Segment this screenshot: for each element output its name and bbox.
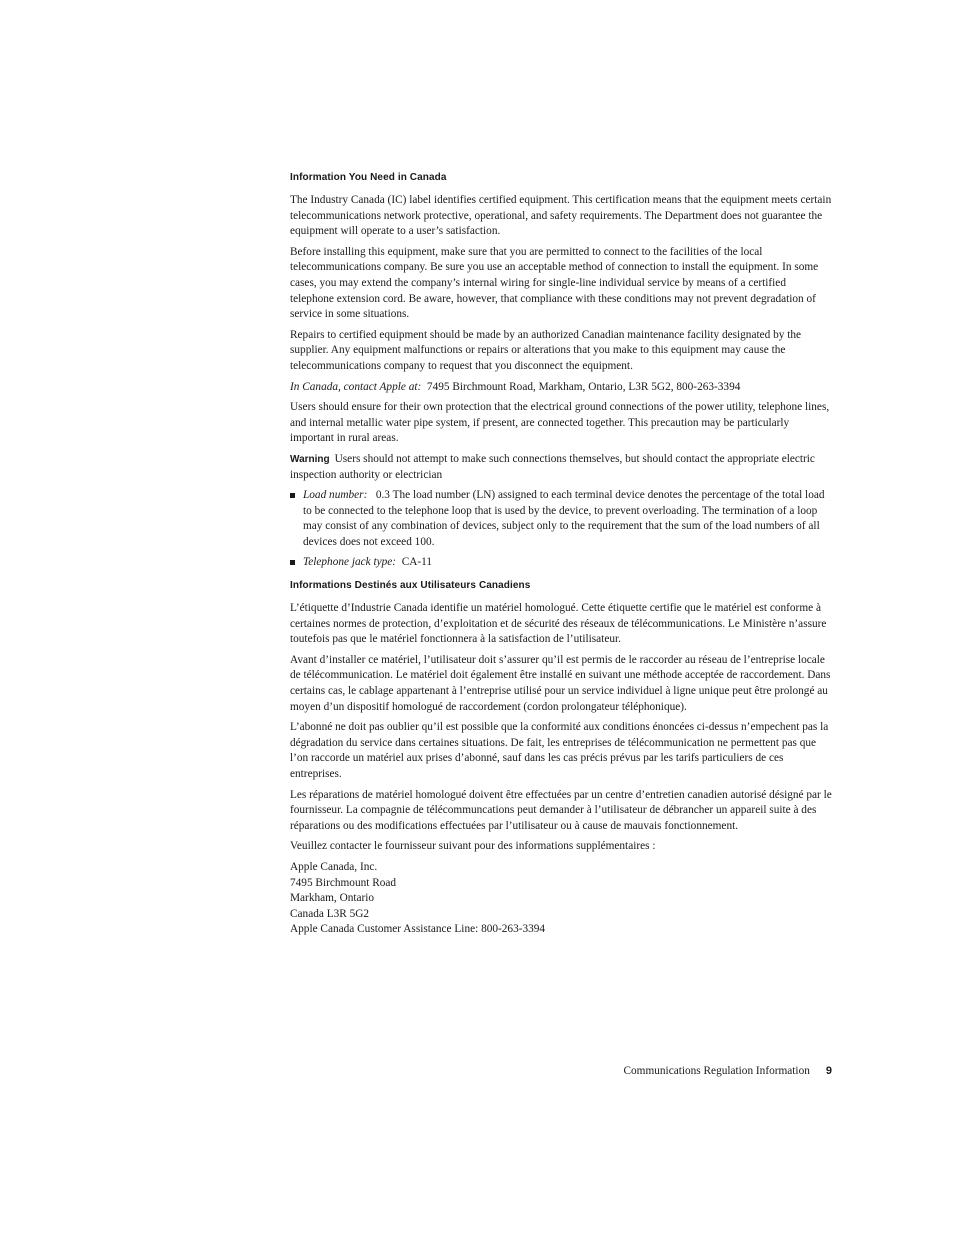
paragraph: Repairs to certified equipment should be made by an authorized Canadian maintenance facility designated by the supplier. Any equipment malfunctions or repairs or alterations that you make to this equipment may cause the telecommunications company to request that you disconnect the equipment. — [290, 328, 802, 372]
address-line: Apple Canada Customer Assistance Line: 800-263-3394 — [290, 923, 546, 936]
bullet-label: Telephone jack type: — [303, 556, 397, 569]
section-heading-canada: Information You Need in Canada — [290, 172, 447, 183]
page-number: 9 — [825, 1065, 832, 1077]
square-bullet-icon — [290, 560, 295, 565]
paragraph: L’abonné ne doit pas oublier qu’il est possible que la conformité aux conditions énoncées ci-dessus n’empechent pas la dégradation du service dans certaines situations. De fait, les entreprises de télécommunication ne permettent pas que l’on raccorde un matériel aux prises d’abonné, sauf dans les cas précis prévus par les tarifs particuliers de ces entreprises. — [290, 721, 829, 780]
paragraph: Les réparations de matériel homologué doivent être effectuées par un centre d’entretien canadien autorisé désigné par le fournisseur. La compagnie de télécommuncations peut demander à l’utilisateur de débrancher un appareil suite à des réparations ou des modifications effectuées par l’utilisateur ou à cause de mauvais fonctionnement. — [290, 788, 832, 832]
contact-line — [290, 380, 832, 396]
list-item — [290, 555, 832, 571]
paragraph: L’étiquette d’Industrie Canada identifie un matériel homologué. Cette étiquette certifie que le matériel est conforme à certaines normes de protection, d’exploitation et de sécurité des réseaux de télécommunications. Le Ministère n’assure toutefois pas que le matériel fonctionnera à la satisfaction de l’utilisateur. — [290, 602, 827, 646]
bullet-label: Load number: — [303, 489, 368, 502]
address-block — [290, 860, 832, 938]
list-item — [290, 488, 832, 550]
section-heading-canadiens: Informations Destinés aux Utilisateurs Canadiens — [290, 580, 531, 592]
warning-paragraph — [290, 452, 832, 483]
paragraph: The Industry Canada (IC) label identifies certified equipment. This certification means that the equipment meets certain telecommunications network protective, operational, and safety requirements. The Department does not guarantee the equipment will operate to a user’s satisfaction. — [290, 194, 832, 238]
paragraph: Veuillez contacter le fournisseur suivant pour des informations supplémentaires : — [290, 840, 656, 853]
warning-text: Users should not attempt to make such connections themselves, but should contact the appropriate electric inspection authority or electrician — [290, 452, 815, 481]
contact-label: In Canada, contact Apple at: — [290, 380, 422, 393]
address-line: Apple Canada, Inc. — [290, 860, 378, 873]
footer-title: Communications Regulation Information — [623, 1065, 810, 1077]
address-line: Canada L3R 5G2 — [290, 907, 370, 920]
page-content — [290, 171, 832, 938]
bullet-text: 0.3 The load number (LN) assigned to each terminal device denotes the percentage of the total load to be connected to the telephone loop that is used by the device, to prevent overloading. The termination of a loop may consist of any combination of devices, subject only to the requirement that the sum of the load numbers of all devices does not exceed 100. — [303, 489, 825, 548]
page-footer — [560, 1063, 832, 1079]
paragraph: Before installing this equipment, make sure that you are permitted to connect to the facilities of the local telecommunications company. Be sure you use an acceptable method of connection to install the equipment. In some cases, you may extend the company’s internal wiring for single-line individual service by means of a certified telephone extension cord. Be aware, however, that compliance with these conditions may not prevent degradation of service in some situations. — [290, 245, 819, 321]
address-line: 7495 Birchmount Road — [290, 876, 397, 889]
paragraph: Users should ensure for their own protection that the electrical ground connections of the power utility, telephone lines, and internal metallic water pipe system, if present, are connected together. This precaution may be particularly important in rural areas. — [290, 401, 830, 445]
paragraph: Avant d’installer ce matériel, l’utilisateur doit s’assurer qu’il est permis de le raccorder au réseau de l’entreprise locale de télécommunication. Le matériel doit également être installé en suivant une méthode acceptée de raccordement. Dans certains cas, le cablage appartenant à l’entreprise utilisé pour un service individuel à ligne unique peut être prolongé au moyen d’un dispositif homologué de raccordement (cordon prolongateur téléphonique). — [290, 653, 831, 713]
spec-list — [290, 488, 832, 571]
bullet-text: CA-11 — [401, 556, 433, 569]
contact-text: 7495 Birchmount Road, Markham, Ontario, L3R 5G2, 800-263-3394 — [426, 380, 741, 393]
address-line: Markham, Ontario — [290, 892, 375, 905]
square-bullet-icon — [290, 493, 295, 498]
warning-label: Warning — [290, 453, 330, 465]
